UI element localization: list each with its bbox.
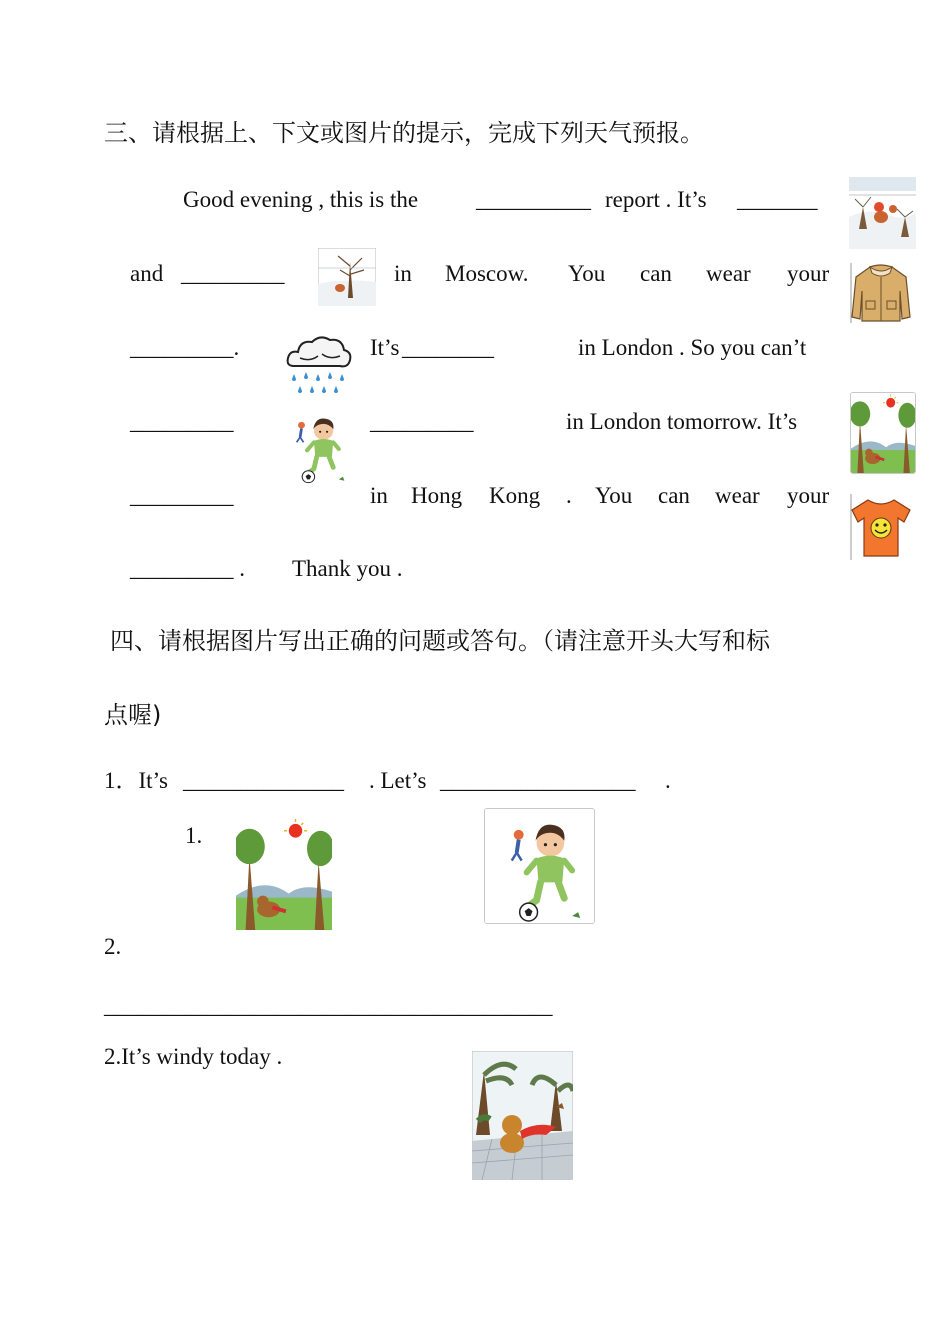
blank-weather-2[interactable]: _________ bbox=[181, 261, 285, 286]
windy-bear-icon bbox=[472, 1051, 573, 1180]
line5-your: your bbox=[787, 483, 830, 508]
blank-weather-1[interactable]: _______ bbox=[737, 187, 818, 212]
blank-weather-4[interactable]: _________ bbox=[130, 483, 234, 508]
cold-tree-icon bbox=[318, 248, 376, 306]
line2-wear: wear bbox=[706, 261, 751, 286]
line3-tail: in London . So you can’t bbox=[578, 335, 807, 360]
line5-in: in bbox=[370, 483, 388, 508]
blank-activity-2[interactable]: _________ bbox=[370, 409, 474, 434]
q1-end: . bbox=[665, 768, 671, 793]
sunny-bear-icon bbox=[850, 392, 916, 474]
line5-wear: wear bbox=[715, 483, 760, 508]
line2-moscow: Moscow. bbox=[445, 261, 529, 286]
section3-heading: 三、请根据上、下文或图片的提示，完成下列天气预报。 bbox=[104, 119, 704, 147]
line1-text: Good evening , this is the bbox=[183, 187, 419, 212]
line2-and: and bbox=[130, 261, 164, 286]
blank-clothes-2[interactable]: _________ . bbox=[130, 556, 245, 581]
blank-clothes-1[interactable]: _________. bbox=[130, 335, 240, 360]
line3-its: It’s bbox=[370, 335, 400, 360]
sub1-number: 1. bbox=[185, 823, 203, 848]
line2-can: can bbox=[640, 261, 672, 286]
line1-mid: report . It’s bbox=[605, 187, 707, 212]
line4-tail: in London tomorrow. It’s bbox=[566, 409, 798, 434]
line2-in: in bbox=[394, 261, 412, 286]
q1-blank-weather[interactable]: ______________ bbox=[183, 768, 344, 793]
line6-thanks: Thank you . bbox=[292, 556, 403, 581]
q2-answer-line[interactable]: _______________________________________ bbox=[104, 993, 553, 1018]
line2-you: You bbox=[568, 261, 606, 286]
section4-heading-cont: 点喔) bbox=[104, 701, 162, 729]
q1-blank-activity[interactable]: _________________ bbox=[440, 768, 636, 793]
blank-weather-3[interactable]: ________ bbox=[402, 335, 494, 360]
football-boy-icon bbox=[484, 808, 595, 924]
line5-hong: Hong bbox=[411, 483, 463, 508]
line5-can: can bbox=[658, 483, 690, 508]
line2-your: your bbox=[787, 261, 830, 286]
line5-you: You bbox=[595, 483, 633, 508]
blank-activity-1[interactable]: _________ bbox=[130, 409, 234, 434]
section4-heading: 四、请根据图片写出正确的问题或答句。（请注意开头大写和标 bbox=[110, 627, 770, 655]
q2-number: 2. bbox=[104, 934, 122, 959]
boy-football-icon bbox=[278, 408, 354, 484]
winter-jacket-icon bbox=[850, 261, 912, 325]
blank-report[interactable]: __________ bbox=[476, 187, 591, 212]
sunny-park-icon bbox=[236, 817, 332, 930]
q1-lets: . Let’s bbox=[369, 768, 427, 793]
q1-its: 1．It’s bbox=[104, 768, 168, 793]
line5-period: . bbox=[566, 483, 572, 508]
line5-kong: Kong bbox=[489, 483, 541, 508]
orange-tshirt-icon bbox=[850, 492, 912, 562]
q3-text: 2.It’s windy today . bbox=[104, 1044, 283, 1069]
rain-cloud-icon bbox=[284, 332, 354, 398]
snow-scene-icon bbox=[849, 177, 916, 249]
